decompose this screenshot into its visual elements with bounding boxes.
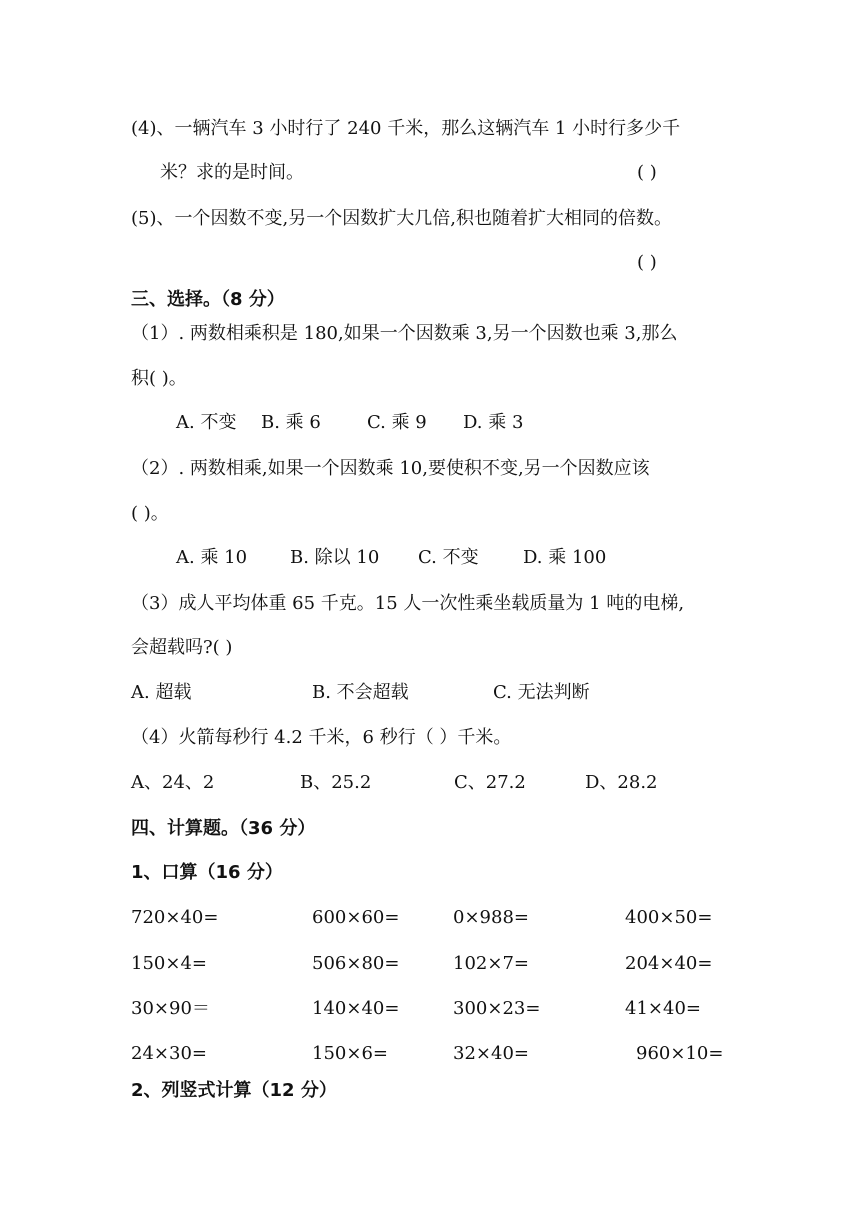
question-3-line1: （3）成人平均体重 65 千克。15 人一次性乘坐载质量为 1 吨的电梯, [131,593,685,614]
oral-calc-item: 150×6= [312,1043,388,1064]
question-2-line2: ( )。 [131,503,169,524]
question-1-option-a: A. 不变 [176,412,237,433]
question-2-option-b: B. 除以 10 [290,547,380,568]
judgement-item-5-line1: (5)、一个因数不变,另一个因数扩大几倍,积也随着扩大相同的倍数。 [131,208,672,229]
question-3-option-b: B. 不会超载 [312,682,409,703]
judgement-item-4-line2: 米？求的是时间。 [160,162,304,183]
oral-calc-item: 24×30= [131,1043,207,1064]
vertical-calc-title: 2、列竖式计算（12 分） [131,1080,337,1101]
question-2-option-d: D. 乘 100 [523,547,607,568]
section-4-title: 四、计算题。（36 分） [131,818,316,839]
question-1-option-b: B. 乘 6 [261,412,321,433]
question-1-option-d: D. 乘 3 [463,412,524,433]
oral-calc-item: 960×10= [636,1043,724,1064]
question-3-option-a: A. 超载 [131,682,192,703]
section-3-title: 三、选择。（8 分） [131,289,285,310]
question-4-option-b: B、25.2 [300,772,372,793]
oral-calc-item: 720×40= [131,907,219,928]
oral-calc-item: 204×40= [625,953,713,974]
judgement-item-4-line1: (4)、一辆汽车 3 小时行了 240 千米，那么这辆汽车 1 小时行多少千 [131,118,681,139]
question-4-line1: （4）火箭每秒行 4.2 千米，6 秒行（ ）千米。 [131,727,512,748]
oral-calc-item: 0×988= [453,907,529,928]
oral-calc-item: 506×80= [312,953,400,974]
question-1-option-c: C. 乘 9 [367,412,427,433]
question-4-option-c: C、27.2 [454,772,526,793]
question-2-option-a: A. 乘 10 [176,547,248,568]
question-1-line2: 积( )。 [131,368,187,389]
question-2-line1: （2）. 两数相乘,如果一个因数乘 10,要使积不变,另一个因数应该 [131,458,650,479]
question-1-line1: （1）. 两数相乘积是 180,如果一个因数乘 3,另一个因数也乘 3,那么 [131,323,678,344]
question-3-line2: 会超载吗?( ) [131,637,233,658]
question-2-option-c: C. 不变 [418,547,479,568]
oral-calc-item: 32×40= [453,1043,529,1064]
oral-calc-item: 102×7= [453,953,529,974]
oral-calc-item: 400×50= [625,907,713,928]
oral-calc-title: 1、口算（16 分） [131,862,283,883]
oral-calc-item: 30×90＝ [131,998,210,1019]
question-4-option-a: A、24、2 [131,772,215,793]
oral-calc-item: 150×4= [131,953,207,974]
oral-calc-item: 140×40= [312,998,400,1019]
judgement-item-4-answer-paren: ( ) [637,162,657,183]
question-3-option-c: C. 无法判断 [493,682,590,703]
oral-calc-item: 600×60= [312,907,400,928]
oral-calc-item: 41×40= [625,998,701,1019]
question-4-option-d: D、28.2 [585,772,658,793]
judgement-item-5-answer-paren: ( ) [637,252,657,273]
oral-calc-item: 300×23= [453,998,541,1019]
